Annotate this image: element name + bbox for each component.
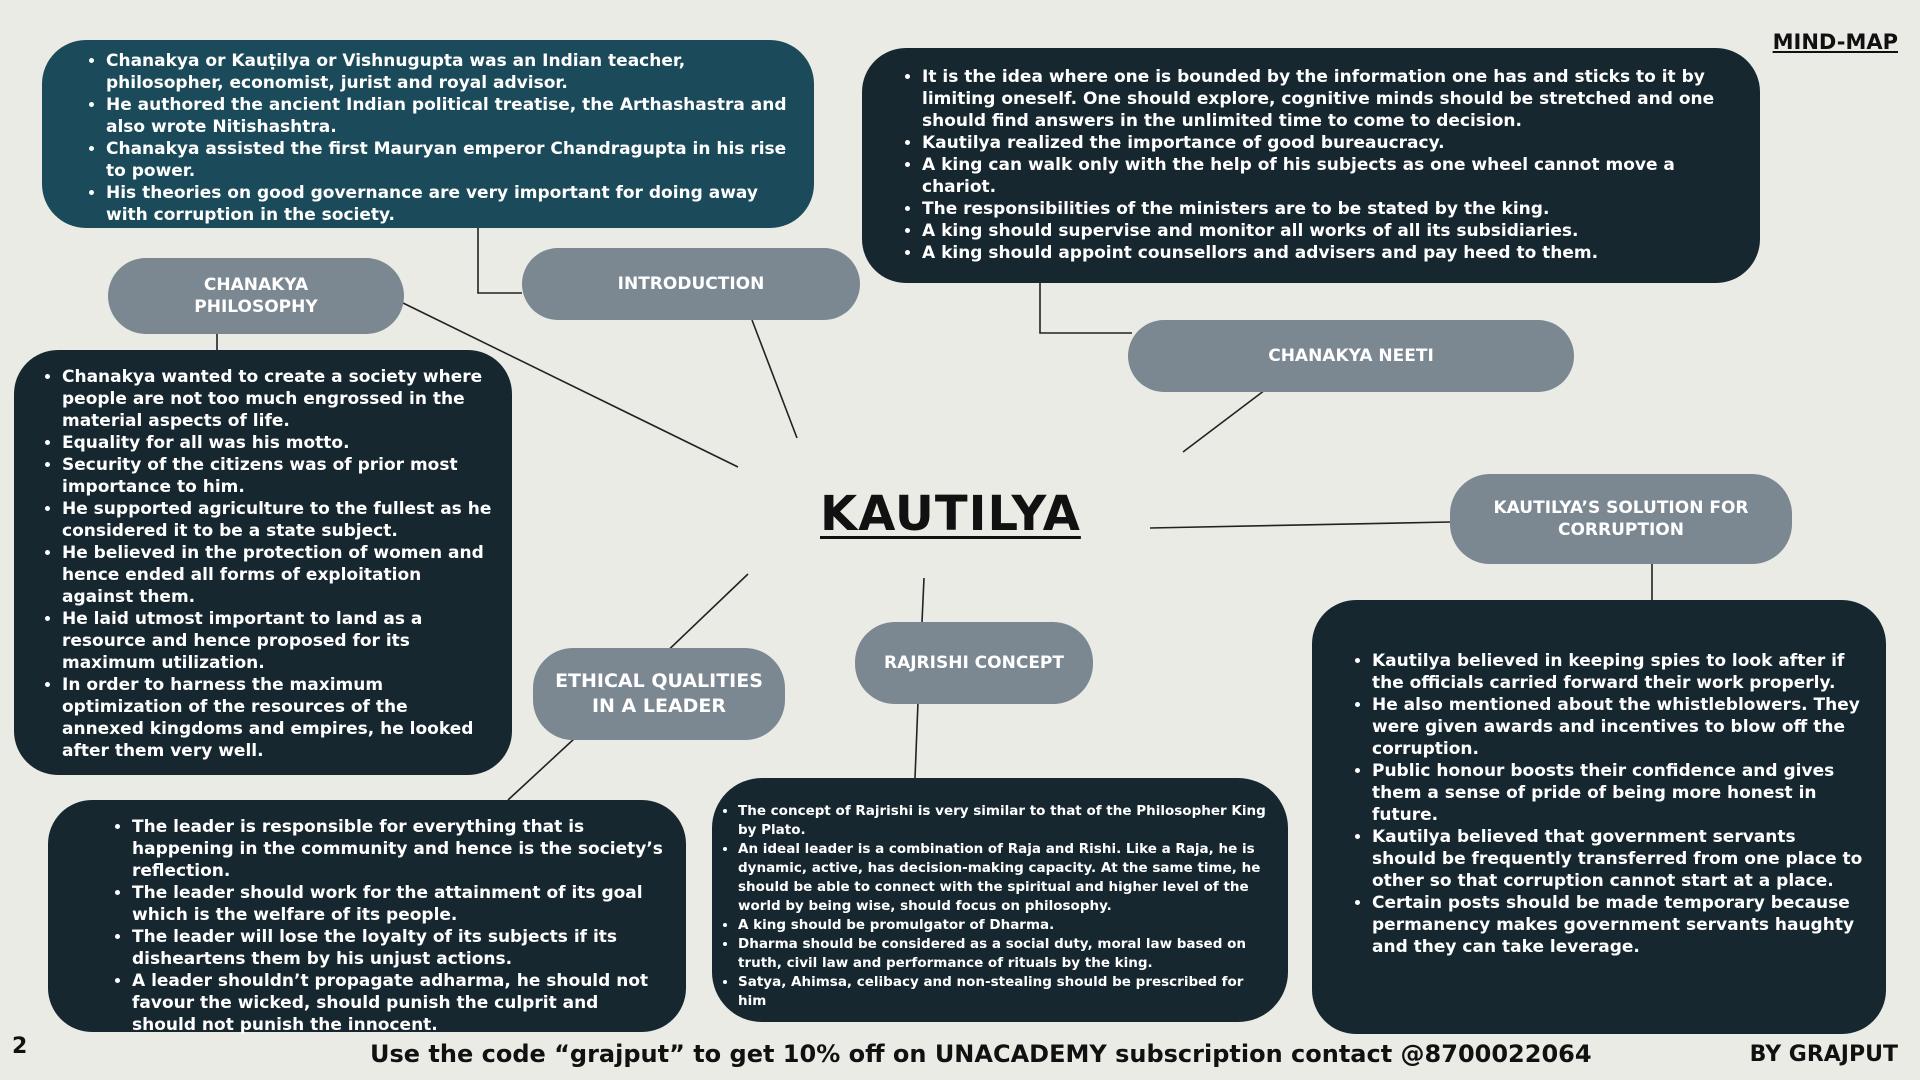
list-item: • A king should supervise and monitor all works of all its subsidiaries. [922,220,1734,242]
list-item: • The concept of Rajrishi is very similar to that of the Philosopher King by Plato. [738,802,1266,840]
connector-center-rajrishi [922,578,924,622]
list-item: • He authored the ancient Indian political treatise, the Arthashastra and also wrote Nitishashtra. [106,94,788,138]
list-item: • Chanakya wanted to create a society where people are not too much engrossed in the material aspects of life. [62,366,494,432]
chanakya-philosophy-node: CHANAKYA PHILOSOPHY [108,258,404,334]
connector-center-intro [752,320,797,438]
list-item: • He believed in the protection of women and hence ended all forms of exploitation against them. [62,542,494,608]
connector-intro-box [478,228,522,293]
rajrishi-concept-node: RAJRISHI CONCEPT [855,622,1093,704]
corruption-list [1348,650,1864,958]
list-item: • The leader is responsible for everything that is happening in the community and hence is the society’s reflection. [132,816,664,882]
list-item: • The leader should work for the attainment of its goal which is the welfare of its people. [132,882,664,926]
chanakya-philosophy-box [14,350,512,775]
introduction-list [82,50,788,226]
introduction-box [42,40,814,228]
list-item: • Chanakya or Kauṭilya or Vishnugupta was an Indian teacher, philosopher, economist, jurist and royal advisor. [106,50,788,94]
ethical-list [108,816,664,1036]
philosophy-list [38,366,494,762]
corruption-solution-node: KAUTILYA’S SOLUTION FOR CORRUPTION [1450,474,1792,564]
list-item: • Kautilya believed that government servants should be frequently transferred from one place to other so that corruption cannot start at a place. [1372,826,1864,892]
connector-rajrishi-box [915,702,918,778]
rajrishi-list [720,802,1266,1011]
footer-author: BY GRAJPUT [1749,1042,1898,1067]
neeti-list [898,66,1734,264]
list-item: • His theories on good governance are very important for doing away with corruption in the society. [106,182,788,226]
mind-map-label: MIND-MAP [1772,30,1898,54]
ethical-qualities-node: ETHICAL QUALITIES IN A LEADER [533,648,785,740]
rajrishi-concept-box [712,778,1288,1022]
list-item: • A king can walk only with the help of his subjects as one wheel cannot move a chariot. [922,154,1734,198]
list-item: • Certain posts should be made temporary because permanency makes government servants haughty and they can take leverage. [1372,892,1864,958]
list-item: • Public honour boosts their confidence and gives them a sense of pride of being more honest in future. [1372,760,1864,826]
list-item: • In order to harness the maximum optimization of the resources of the annexed kingdoms and empires, he looked after them very well. [62,674,494,762]
list-item: • Kautilya believed in keeping spies to look after if the officials carried forward their work properly. [1372,650,1864,694]
list-item: • The leader will lose the loyalty of its subjects if its disheartens them by his unjust actions. [132,926,664,970]
ethical-qualities-box [48,800,686,1035]
introduction-node: INTRODUCTION [522,248,860,320]
chanakya-neeti-box [862,48,1760,283]
corruption-solution-box [1312,600,1886,1034]
list-item: • He laid utmost important to land as a resource and hence proposed for its maximum utilization. [62,608,494,674]
list-item: • It is the idea where one is bounded by the information one has and sticks to it by limiting oneself. One should explore, cognitive minds should be stretched and one should find answers in the unlimited time to come to decision. [922,66,1734,132]
list-item: • Security of the citizens was of prior most importance to him. [62,454,494,498]
chanakya-neeti-node: CHANAKYA NEETI [1128,320,1574,392]
list-item: • He also mentioned about the whistleblowers. They were given awards and incentives to blow off the corruption. [1372,694,1864,760]
list-item: • A king should be promulgator of Dharma. [738,916,1266,935]
list-item: • Chanakya assisted the first Mauryan emperor Chandragupta in his rise to power. [106,138,788,182]
list-item: • Dharma should be considered as a social duty, moral law based on truth, civil law and performance of rituals by the king. [738,935,1266,973]
list-item: • He supported agriculture to the fullest as he considered it to be a state subject. [62,498,494,542]
connector-center-neeti [1183,390,1265,452]
list-item: • Equality for all was his motto. [62,432,494,454]
list-item: • Kautilya realized the importance of good bureaucracy. [922,132,1734,154]
connector-center-corruption [1150,522,1450,528]
page-number: 2 [12,1034,28,1059]
list-item: • A king should appoint counsellors and advisers and pay heed to them. [922,242,1734,264]
list-item: • An ideal leader is a combination of Raja and Rishi. Like a Raja, he is dynamic, active, has decision-making capacity. At the same time, he should be able to connect with the spiritual and higher level of the world by being wise, should focus on philosophy. [738,840,1266,916]
list-item: • A leader shouldn’t propagate adharma, he should not favour the wicked, should punish the culprit and should not punish the innocent. [132,970,664,1036]
connector-ethical-box [508,738,575,800]
list-item: • Satya, Ahimsa, celibacy and non-stealing should be prescribed for him [738,973,1266,1011]
footer-promo-text: Use the code “grajput” to get 10% off on UNACADEMY subscription contact @8700022064 [370,1040,1592,1068]
list-item: • The responsibilities of the ministers are to be stated by the king. [922,198,1734,220]
center-title: KAUTILYA [820,486,1081,542]
connector-neeti-box [1040,283,1132,333]
